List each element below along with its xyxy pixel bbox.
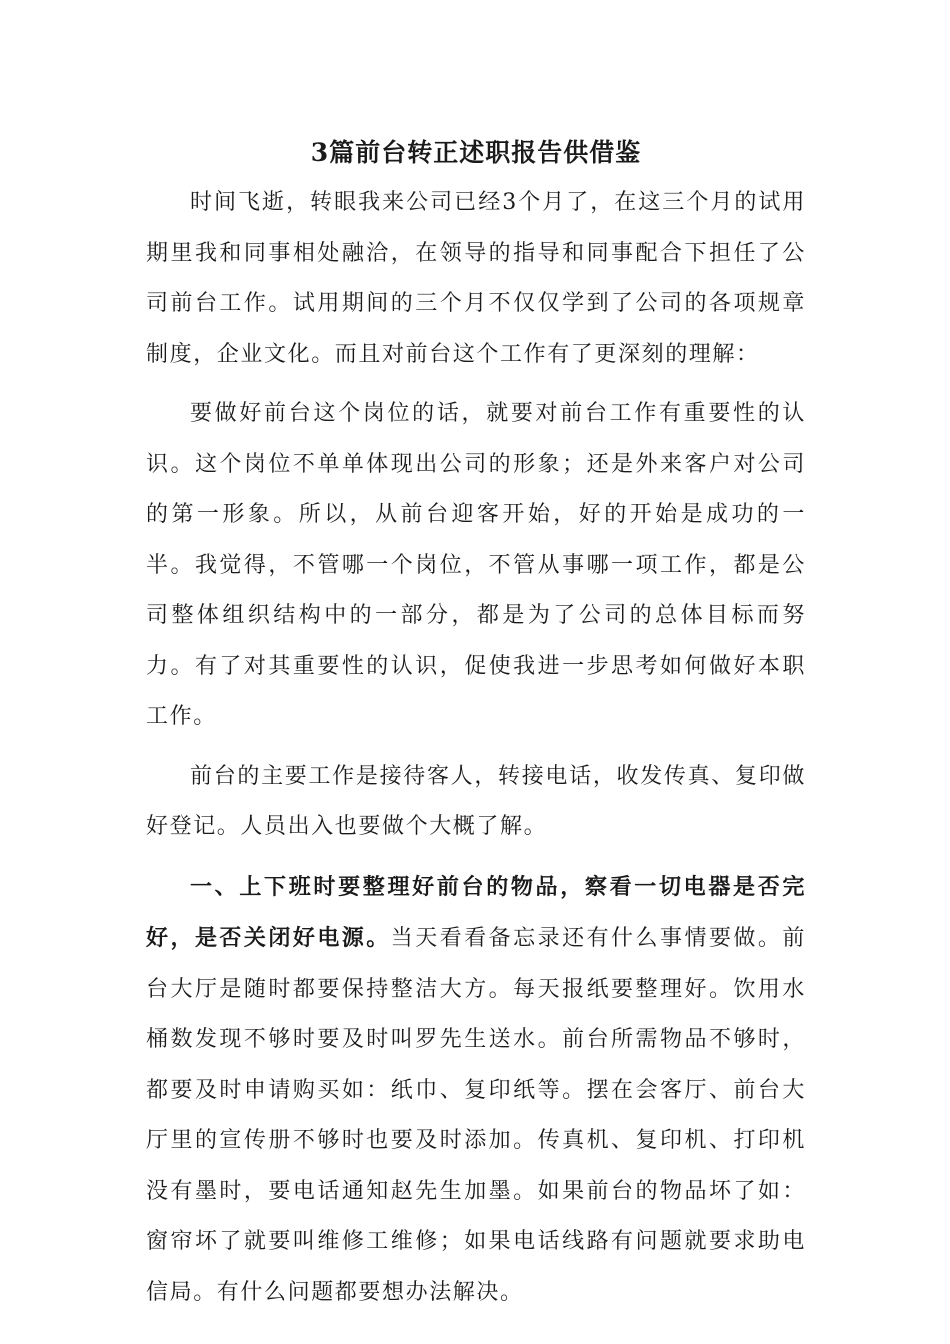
paragraph-3-text: 前台的主要工作是接待客人，转接电话，收发传真、复印做好登记。人员出入也要做个大概了解。 (146, 763, 806, 839)
section-heading-1: 一、上下班时要整理好前台的物品，察看一切电器是否完好，是否关闭好电源。 (146, 873, 806, 951)
paragraph-1-text: 时间飞逝，转眼我来公司已经3个月了，在这三个月的试用期里我和同事相处融洽，在领导的指导和同事配合下担任了公司前台工作。试用期间的三个月不仅仅学到了公司的各项规章制度，企业文化。而且对前台这个工作有了更深刻的理解： (146, 190, 806, 367)
paragraph-2-text: 要做好前台这个岗位的话，就要对前台工作有重要性的认识。这个岗位不单单体现出公司的形象；还是外来客户对公司的第一形象。所以，从前台迎客开始，好的开始是成功的一半。我觉得，不管哪一个岗位，不管从事哪一项工作，都是公司整体组织结构中的一部分，都是为了公司的总体目标而努力。有了对其重要性的认识，促使我进一步思考如何做好本职工作。 (146, 401, 806, 729)
paragraph-4 (146, 862, 806, 1319)
paragraph-1 (146, 178, 806, 380)
document-page (146, 132, 806, 1327)
document-title: 3篇前台转正述职报告供借鉴 (310, 138, 642, 167)
paragraph-4-text: 当天看看备忘录还有什么事情要做。前台大厅是随时都要保持整洁大方。每天报纸要整理好。饮用水桶数发现不够时要及时叫罗先生送水。前台所需物品不够时，都要及时申请购买如：纸巾、复印纸等。摆在会客厅、前台大厅里的宣传册不够时也要及时添加。传真机、复印机、打印机没有墨时，要电话通知赵先生加墨。如果前台的物品坏了如：窗帘坏了就要叫维修工维修；如果电话线路有问题就要求助电信局。有什么问题都要想办法解决。 (146, 926, 806, 1305)
paragraph-2 (146, 389, 806, 743)
paragraph-3 (146, 752, 806, 853)
